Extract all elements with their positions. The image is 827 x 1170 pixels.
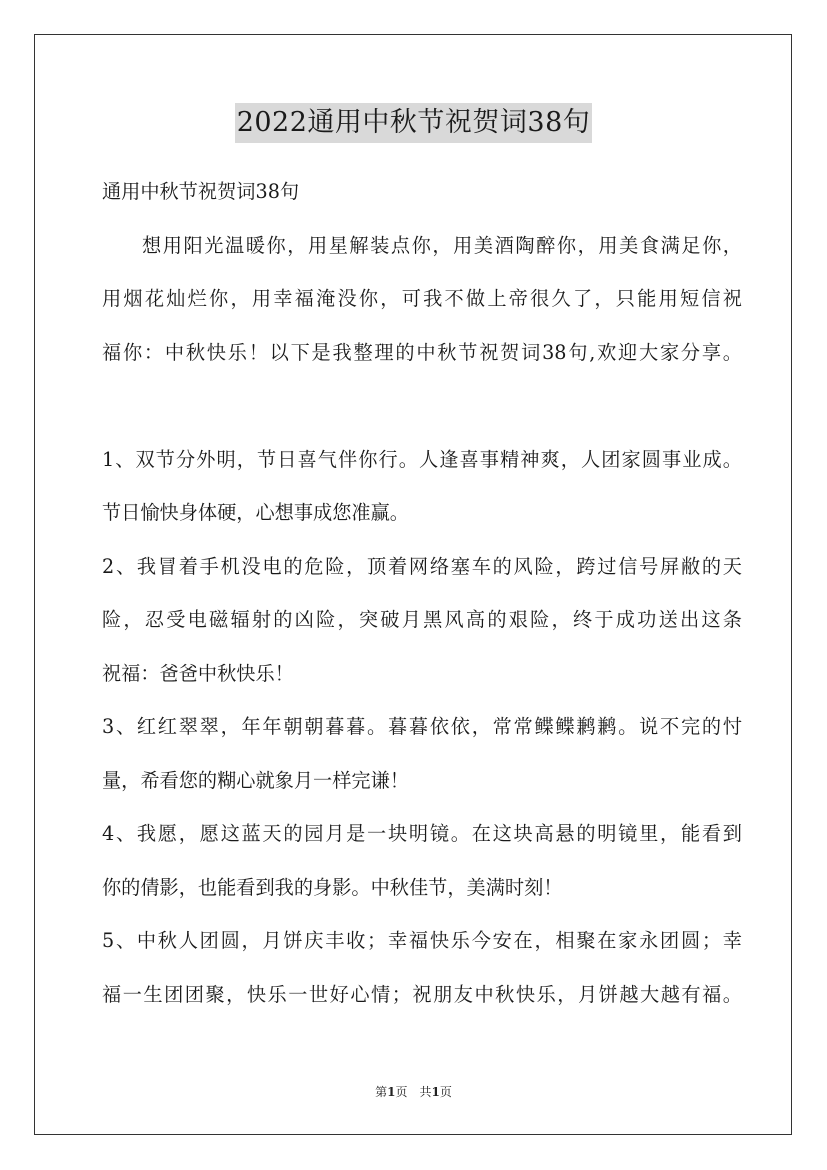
text-line: 你的倩影，也能看到我的身影。中秋佳节，美满时刻！ xyxy=(102,875,563,899)
text-line: 2、我冒着手机没电的危险，顶着网络塞车的风险，跨过信号屏敝的天 xyxy=(102,554,742,578)
document-title: 2022通用中秋节祝贺词38句 xyxy=(235,103,593,143)
text-line: 祝福：爸爸中秋快乐！ xyxy=(102,661,294,685)
text-line: 想用阳光温暖你，用星解装点你，用美酒陶醉你，用美食满足你， xyxy=(142,233,742,257)
page-number: 1 xyxy=(387,1085,396,1099)
paragraph-spacer xyxy=(102,391,742,445)
text-line: 节日愉快身体硬，心想事成您准赢。 xyxy=(102,501,409,524)
page-number-prefix: 第 xyxy=(375,1085,388,1099)
text-line: 用烟花灿烂你，用幸福淹没你，可我不做上帝很久了，只能用短信祝 xyxy=(102,287,742,310)
page-number-suffix: 页 xyxy=(395,1085,408,1099)
text-line: 3、红红翠翠，年年朝朝暮暮。暮暮依依，常常鲽鲽鹣鹣。说不完的忖 xyxy=(102,715,742,738)
document-body xyxy=(102,177,742,1033)
text-line: 1、双节分外明，节日喜气伴你行。人逢喜事精神爽，人团家圆事业成。 xyxy=(102,447,742,471)
text-line: 险，忍受电磁辐射的凶险，突破月黑风高的艰险，终于成功送出这条 xyxy=(102,608,742,631)
total-pages: 1 xyxy=(431,1085,440,1099)
text-line: 福你：中秋快乐！以下是我整理的中秋节祝贺词38句,欢迎大家分享。 xyxy=(102,340,742,364)
text-line: 量，希看您的糊心就象月一样完谦！ xyxy=(102,768,409,792)
title-container xyxy=(0,103,827,143)
text-line: 4、我愿，愿这蓝天的园月是一块明镜。在这块高悬的明镜里，能看到 xyxy=(102,822,742,845)
text-line: 通用中秋节祝贺词38句 xyxy=(102,180,300,203)
page-footer xyxy=(0,1083,827,1100)
total-pages-prefix: 共 xyxy=(419,1085,432,1099)
text-line: 5、中秋人团圆，月饼庆丰收；幸福快乐今安在，相聚在家永团圆；幸 xyxy=(102,929,742,952)
text-line: 福一生团团聚，快乐一世好心情；祝朋友中秋快乐，月饼越大越有福。 xyxy=(102,982,742,1006)
total-pages-suffix: 页 xyxy=(439,1085,452,1099)
